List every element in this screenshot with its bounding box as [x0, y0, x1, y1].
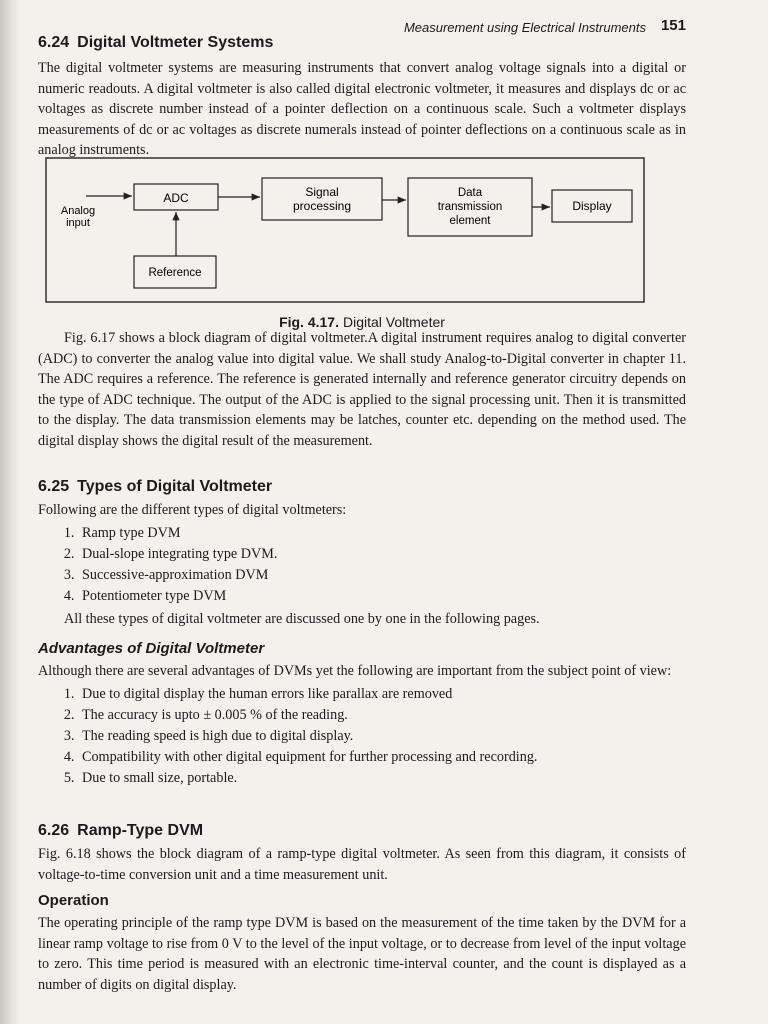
running-head-title: Measurement using Electrical Instruments — [403, 20, 646, 35]
section-6-24 — [38, 34, 686, 161]
data-label-3: element — [449, 215, 491, 227]
section-title: Ramp-Type DVM — [77, 822, 204, 839]
operation-section — [38, 892, 686, 995]
types-list — [38, 523, 686, 607]
block-diagram — [38, 152, 686, 307]
figure-digital-voltmeter — [38, 152, 686, 330]
section-6-26 — [38, 822, 686, 885]
advantages-intro: Although there are several advantages of DVMs yet the following are important from the subject point of view: — [38, 663, 672, 679]
adc-label: ADC — [163, 191, 189, 205]
operation-paragraph: The operating principle of the ramp type DVM is based on the measurement of the time taken by the DVM for a linear ramp voltage to rise from 0 V to the level of the input voltage, or to decrease from level of the input voltage to zero. This time period is measured with an electronic time-interval counter, and the count is displayed as a number of digits on digital display. — [38, 915, 686, 993]
section-title: Types of Digital Voltmeter — [77, 478, 273, 495]
list-item: 4. Potentiometer type DVM — [78, 586, 686, 607]
data-label-1: Data — [457, 187, 483, 199]
section-paragraph: Fig. 6.18 shows the block diagram of a ramp-type digital voltmeter. As seen from this diagram, it consists of voltage-to-time conversion unit and a time measurement unit. — [38, 846, 686, 883]
list-item: 4. Compatibility with other digital equipment for further processing and recording. — [78, 747, 686, 768]
advantages-list — [38, 684, 686, 789]
section-number: 6.25 — [38, 478, 70, 495]
analog-input-label-1: Analog — [60, 205, 96, 217]
section-paragraph: The digital voltmeter systems are measuring instruments that convert analog voltage signals into a digital or numeric readouts. A digital voltmeter is also called digital electronic voltmeter, it measures and displays dc or ac voltages as discrete number instead of a pointer deflection on a continuous scale. Such a voltmeter displays measurements of dc or ac voltages as discrete numerals instead of pointer deflections on a continuous scale as in analog instruments. — [38, 60, 686, 158]
section-number: 6.24 — [38, 34, 70, 51]
diagram-frame — [46, 158, 644, 302]
advantages-heading: Advantages of Digital Voltmeter — [38, 640, 265, 657]
analog-input-label-2: input — [66, 217, 90, 229]
signal-label-2: processing — [292, 199, 352, 213]
section-title: Digital Voltmeter Systems — [77, 34, 274, 51]
list-item: 3. Successive-approximation DVM — [78, 565, 686, 586]
advantages-section — [38, 640, 686, 789]
figure-description — [38, 328, 686, 451]
page-number: 151 — [660, 17, 686, 34]
display-label: Display — [572, 199, 612, 213]
reference-label: Reference — [148, 267, 202, 279]
section-heading — [38, 478, 686, 496]
list-item: 1. Due to digital display the human errors like parallax are removed — [78, 684, 686, 705]
signal-label-1: Signal — [305, 185, 339, 199]
list-item: 1. Ramp type DVM — [78, 523, 686, 544]
section-heading — [38, 822, 686, 840]
book-spine-shadow — [0, 0, 20, 1024]
types-closing: All these types of digital voltmeter are discussed one by one in the following pages. — [64, 610, 540, 627]
section-number: 6.26 — [38, 822, 70, 839]
section-6-25 — [38, 478, 686, 629]
figure-caption-text: Digital Voltmeter — [342, 314, 445, 330]
list-item: 2. Dual-slope integrating type DVM. — [78, 544, 686, 565]
types-intro: Following are the different types of digital voltmeters: — [38, 502, 347, 518]
figure-caption-label: Fig. 4.17. — [279, 314, 339, 330]
book-page — [38, 10, 686, 1010]
list-item: 5. Due to small size, portable. — [78, 768, 686, 789]
list-item: 3. The reading speed is high due to digital display. — [78, 726, 686, 747]
list-item: 2. The accuracy is upto ± 0.005 % of the reading. — [78, 705, 686, 726]
operation-heading: Operation — [38, 892, 109, 909]
figure-description-paragraph: Fig. 6.17 shows a block diagram of digital voltmeter.A digital instrument requires analog to digital converter (ADC) to converter the analog value into digital value. We shall study Analog-to-Digital converter in chapter 11. The ADC requires a reference. The reference is generated internally and reference generator circuitry depends on the type of ADC technique. The output of the ADC is applied to the signal processing unit. Then it is transmitted to the display. The data transmission elements may be latches, counter etc. depending on the method used. The digital display shows the digital result of the measurement. — [38, 330, 686, 449]
data-label-2: transmission — [437, 201, 503, 213]
section-heading — [38, 34, 686, 52]
